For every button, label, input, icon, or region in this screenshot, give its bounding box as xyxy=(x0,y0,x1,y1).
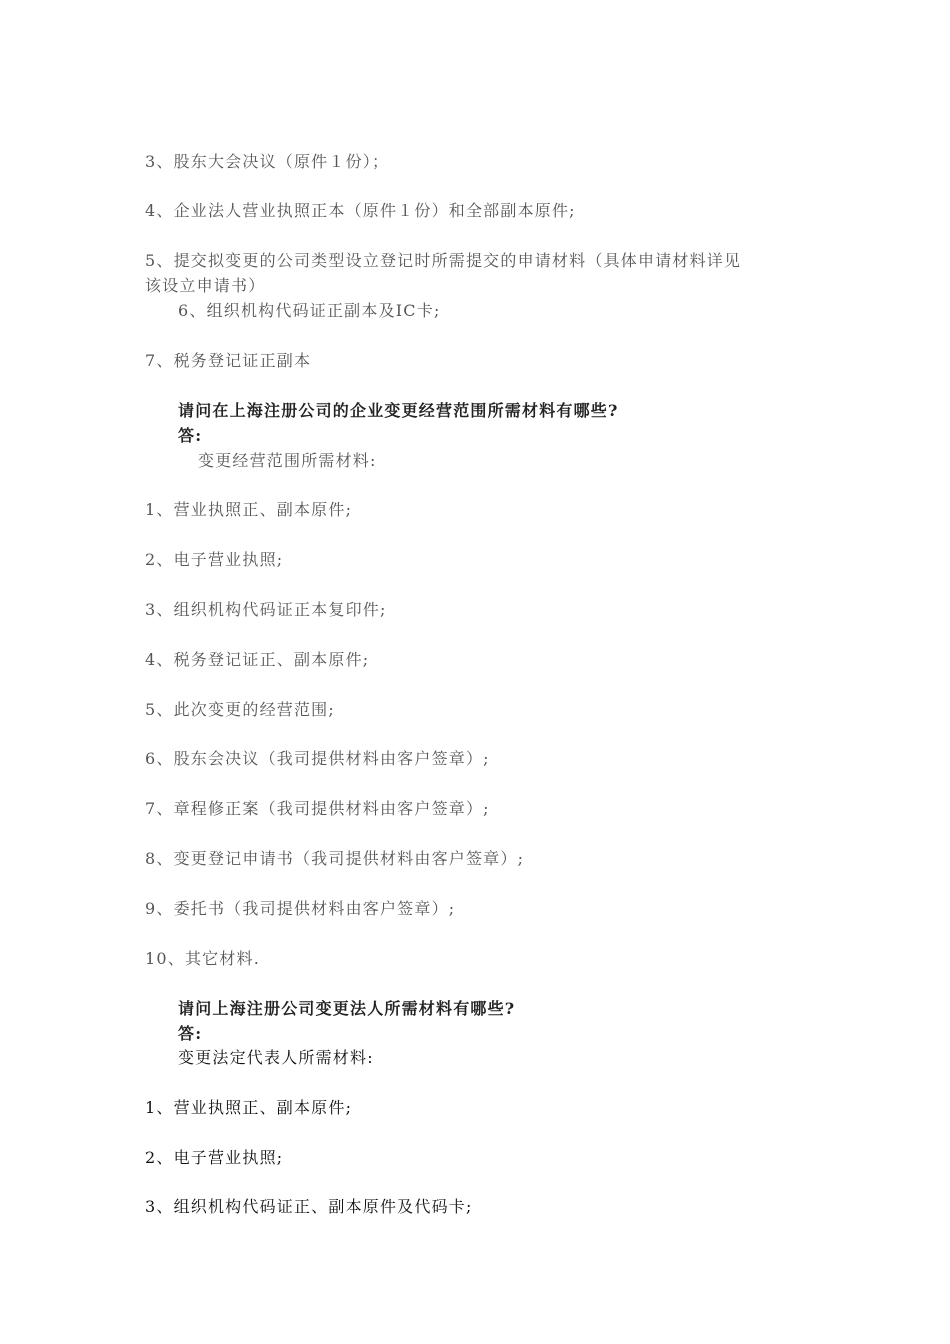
answer-intro: 变更法定代表人所需材料: xyxy=(178,1048,374,1067)
answer-label: 答: xyxy=(178,1024,203,1043)
list-item: 7、章程修正案（我司提供材料由客户签章）; xyxy=(145,799,490,818)
list-item: 5、此次变更的经营范围; xyxy=(145,700,335,719)
list-item: 4、企业法人营业执照正本（原件１份）和全部副本原件; xyxy=(145,201,576,220)
answer-intro: 变更经营范围所需材料: xyxy=(198,451,377,470)
list-item: 5、提交拟变更的公司类型设立登记时所需提交的申请材料（具体申请材料详见 xyxy=(145,251,742,270)
list-item: 3、组织机构代码证正、副本原件及代码卡; xyxy=(145,1197,473,1216)
list-item: 2、电子营业执照; xyxy=(145,550,284,569)
list-item: 4、税务登记证正、副本原件; xyxy=(145,650,370,669)
list-item: 3、股东大会决议（原件１份）； xyxy=(145,152,390,171)
list-item: 6、组织机构代码证正副本及IC卡; xyxy=(178,301,441,320)
question-heading: 请问上海注册公司变更法人所需材料有哪些? xyxy=(178,999,516,1018)
list-item: 9、委托书（我司提供材料由客户签章）; xyxy=(145,899,456,918)
list-item: 6、股东会决议（我司提供材料由客户签章）; xyxy=(145,749,490,768)
question-heading: 请问在上海注册公司的企业变更经营范围所需材料有哪些? xyxy=(178,401,619,420)
list-item: 10、其它材料. xyxy=(145,949,261,968)
list-item: 3、组织机构代码证正本复印件; xyxy=(145,600,387,619)
list-item: 1、营业执照正、副本原件; xyxy=(145,500,353,519)
list-item-continuation: 该设立申请书） xyxy=(145,276,266,295)
list-item: 2、电子营业执照; xyxy=(145,1148,284,1167)
list-item: 1、营业执照正、副本原件; xyxy=(145,1098,353,1117)
list-item: 8、变更登记申请书（我司提供材料由客户签章）; xyxy=(145,849,525,868)
answer-label: 答: xyxy=(178,426,203,445)
list-item: 7、税务登记证正副本 xyxy=(145,351,312,370)
